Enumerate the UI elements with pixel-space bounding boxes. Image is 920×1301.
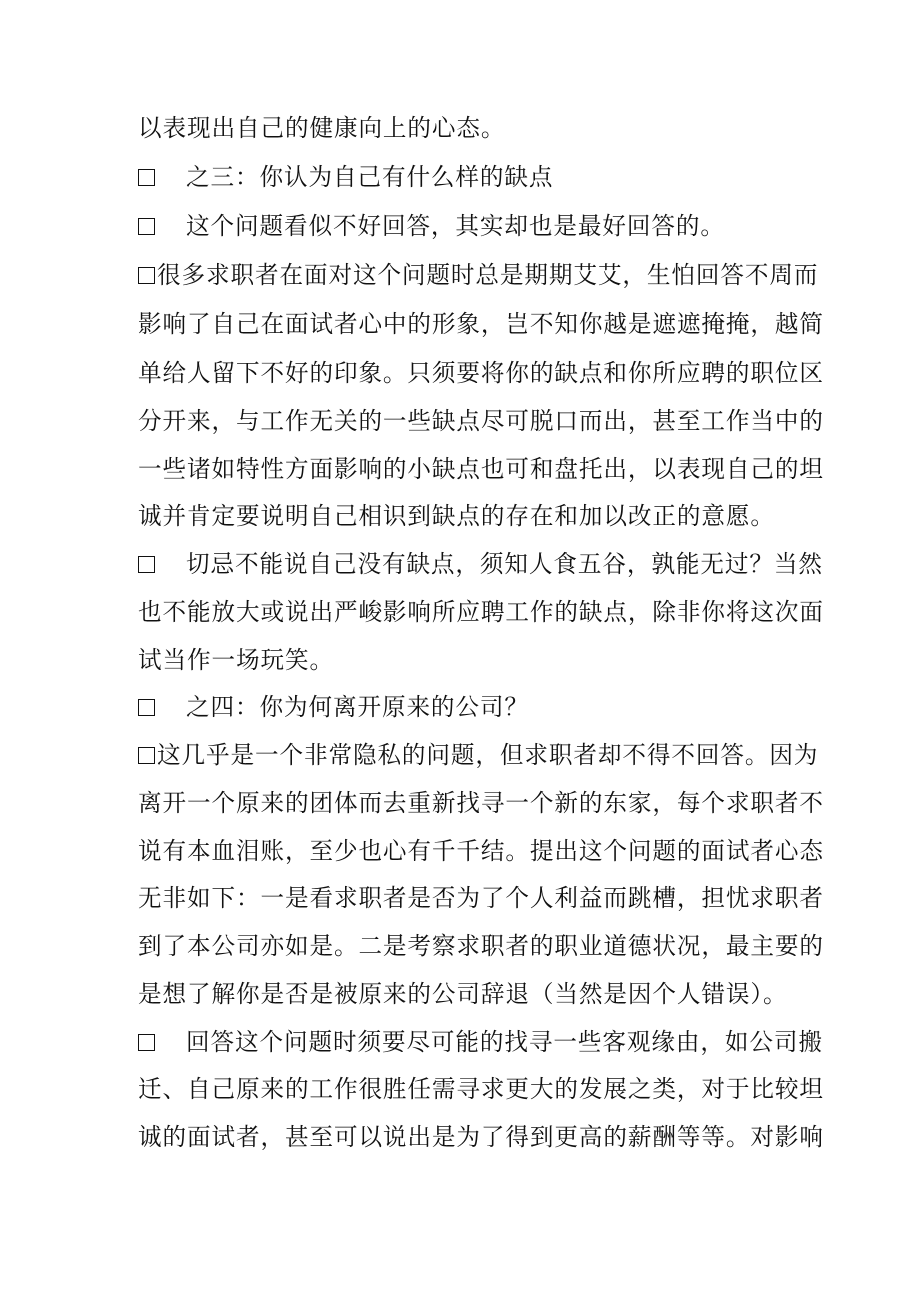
line-text: 也不能放大或说出严峻影响所应聘工作的缺点，除非你将这次面 <box>138 598 824 626</box>
paragraph-line <box>138 255 818 295</box>
section-heading: 之四：你为何离开原来的公司？ <box>186 693 529 721</box>
text-line <box>138 353 824 393</box>
checkbox-icon <box>138 747 155 764</box>
checkbox-icon <box>138 218 155 235</box>
checkbox-icon <box>138 1034 155 1051</box>
text-line <box>138 974 788 1014</box>
text-line <box>138 496 775 536</box>
checkbox-icon <box>138 267 155 284</box>
line-text: 无非如下：一是看求职者是否为了个人利益而跳槽，担忧求职者 <box>138 884 824 912</box>
checkbox-icon <box>138 169 155 186</box>
text-line <box>138 926 824 966</box>
text-line <box>138 640 334 680</box>
text-line <box>138 108 505 148</box>
paragraph-line <box>138 735 818 775</box>
paragraph-line <box>138 544 823 584</box>
line-text: 说有本血泪账，至少也心有千千结。提出这个问题的面试者心态 <box>138 837 824 865</box>
line-text: 影响了自己在面试者心中的形象，岂不知你越是遮遮掩掩，越简 <box>138 310 824 338</box>
text-line <box>138 401 824 441</box>
checkbox-icon <box>138 556 155 573</box>
line-text: 诚并肯定要说明自己相识到缺点的存在和加以改正的意愿。 <box>138 502 775 530</box>
line-text: 迁、自己原来的工作很胜任需寻求更大的发展之类，对于比较坦 <box>138 1075 824 1103</box>
line-text: 分开来，与工作无关的一些缺点尽可脱口而出，甚至工作当中的 <box>138 407 824 435</box>
section-heading: 之三：你认为自己有什么样的缺点 <box>186 163 554 191</box>
line-text: 这个问题看似不好回答，其实却也是最好回答的。 <box>186 212 725 240</box>
line-text: 到了本公司亦如是。二是考察求职者的职业道德状况，最主要的 <box>138 932 824 960</box>
text-line <box>138 783 824 823</box>
line-text: 这几乎是一个非常隐私的问题，但求职者却不得不回答。因为 <box>157 741 819 769</box>
line-text: 试当作一场玩笑。 <box>138 646 334 674</box>
checkbox-icon <box>138 699 155 716</box>
line-text: 离开一个原来的团体而去重新找寻一个新的东家，每个求职者不 <box>138 789 824 817</box>
text-line <box>138 1117 824 1157</box>
text-line <box>138 449 824 489</box>
line-text: 回答这个问题时须要尽可能的找寻一些客观缘由，如公司搬 <box>186 1028 823 1056</box>
text-line <box>138 878 824 918</box>
paragraph-line <box>138 1022 823 1062</box>
text-line <box>138 831 824 871</box>
line-text: 是想了解你是否是被原来的公司辞退（当然是因个人错误）。 <box>138 980 788 1008</box>
text-line <box>138 304 824 344</box>
paragraph-line <box>138 206 725 246</box>
line-text: 一些诸如特性方面影响的小缺点也可和盘托出，以表现自己的坦 <box>138 455 824 483</box>
paragraph-line <box>138 157 553 197</box>
line-text: 很多求职者在面对这个问题时总是期期艾艾，生怕回答不周而 <box>157 261 819 289</box>
line-text: 切忌不能说自己没有缺点，须知人食五谷，孰能无过？当然 <box>186 550 823 578</box>
paragraph-line <box>138 687 529 727</box>
text-line <box>138 1069 824 1109</box>
line-text: 以表现出自己的健康向上的心态。 <box>138 114 506 142</box>
text-line <box>138 592 824 632</box>
line-text: 诚的面试者，甚至可以说出是为了得到更高的薪酬等等。对影响 <box>138 1123 824 1151</box>
line-text: 单给人留下不好的印象。只须要将你的缺点和你所应聘的职位区 <box>138 359 824 387</box>
